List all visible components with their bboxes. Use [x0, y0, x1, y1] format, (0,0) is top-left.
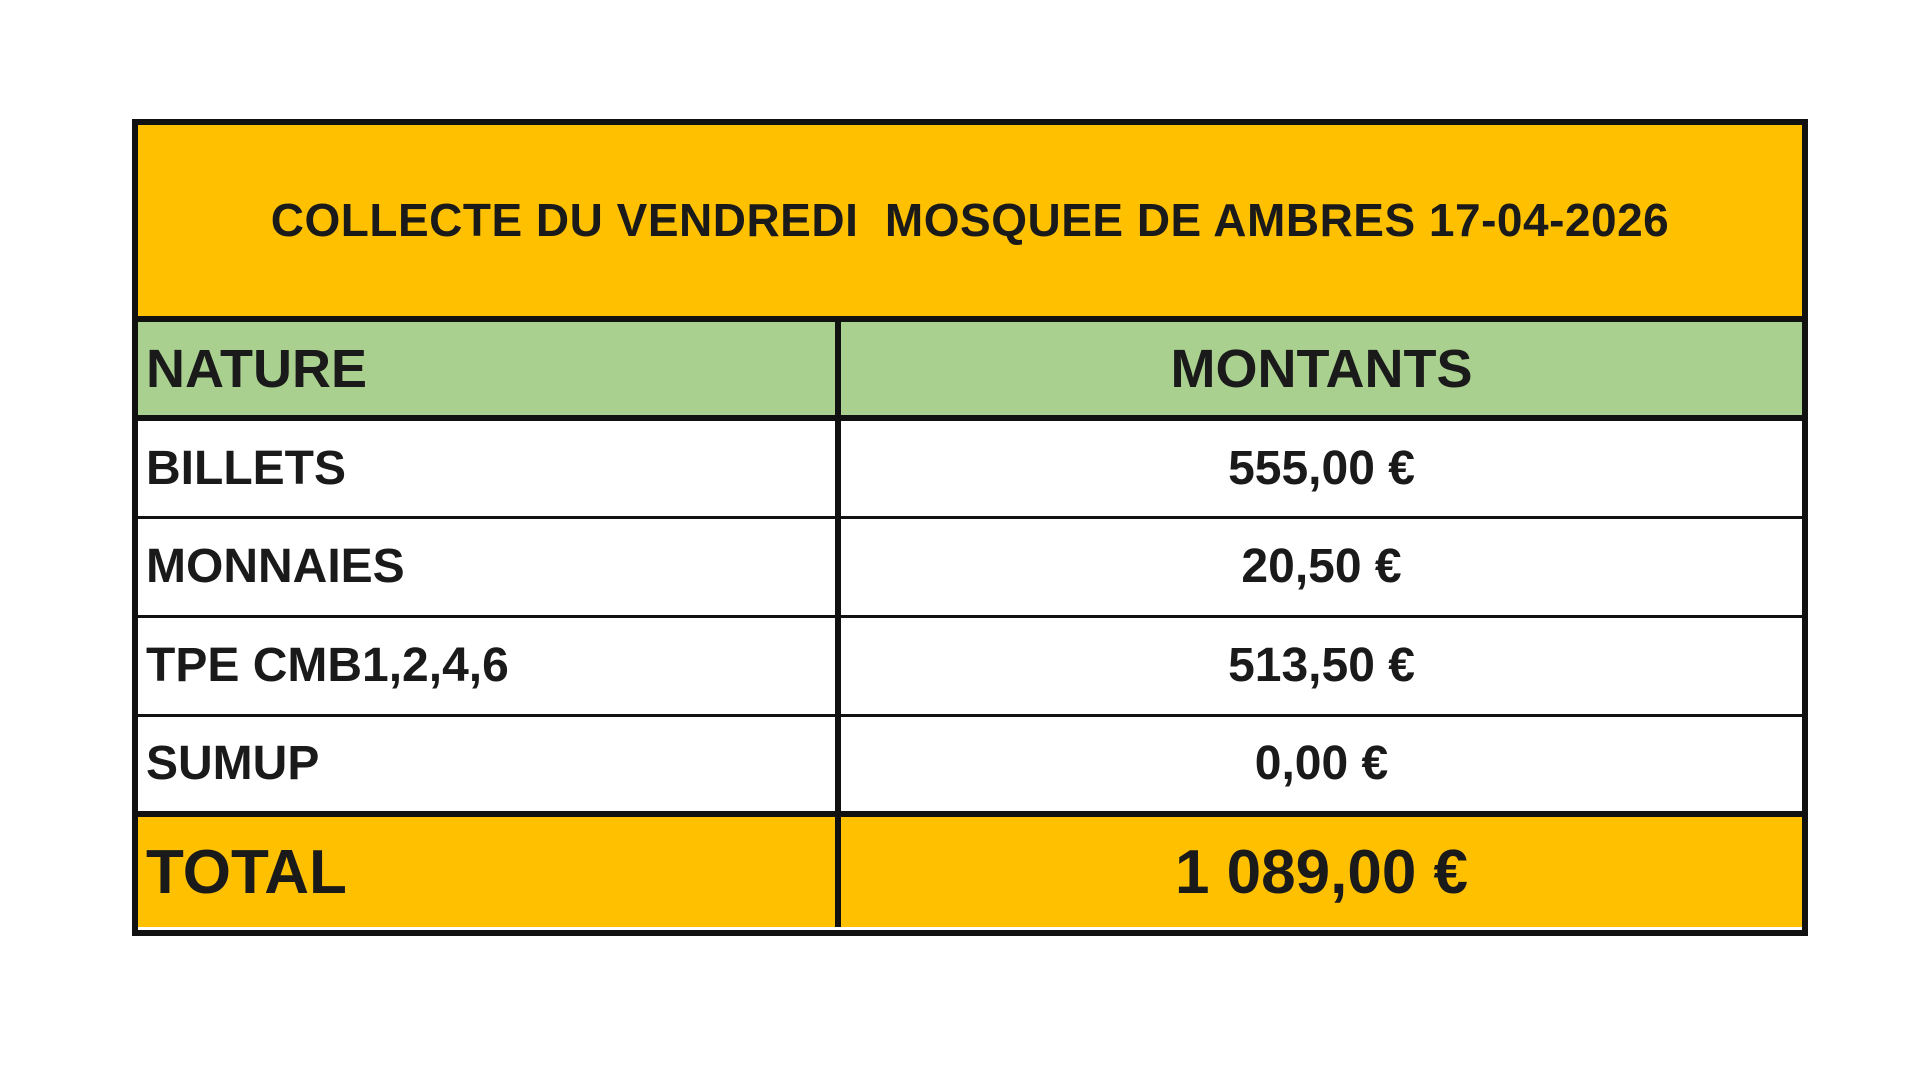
table-row — [138, 517, 1802, 616]
collection-table-sheet — [132, 119, 1808, 936]
table-row — [138, 418, 1802, 517]
row-nature-cell: MONNAIES — [138, 517, 838, 616]
row-nature-cell: TPE CMB1,2,4,6 — [138, 616, 838, 715]
row-amount-cell: 513,50 € — [838, 616, 1802, 715]
row-amount-cell: 0,00 € — [838, 715, 1802, 814]
table-row — [138, 616, 1802, 715]
title-band — [138, 125, 1802, 322]
column-header-amounts: MONTANTS — [838, 322, 1802, 418]
row-amount-cell: 555,00 € — [838, 418, 1802, 517]
total-row — [138, 814, 1802, 927]
row-nature-cell: SUMUP — [138, 715, 838, 814]
row-amount-cell: 20,50 € — [838, 517, 1802, 616]
amounts-table — [138, 322, 1802, 927]
row-nature-cell: BILLETS — [138, 418, 838, 517]
header-row — [138, 322, 1802, 418]
total-amount: 1 089,00 € — [838, 814, 1802, 927]
table-title: COLLECTE DU VENDREDI MOSQUEE DE AMBRES 17-04-2026 — [270, 193, 1670, 246]
column-header-nature: NATURE — [138, 322, 838, 418]
table-row — [138, 715, 1802, 814]
total-label: TOTAL — [138, 814, 838, 927]
